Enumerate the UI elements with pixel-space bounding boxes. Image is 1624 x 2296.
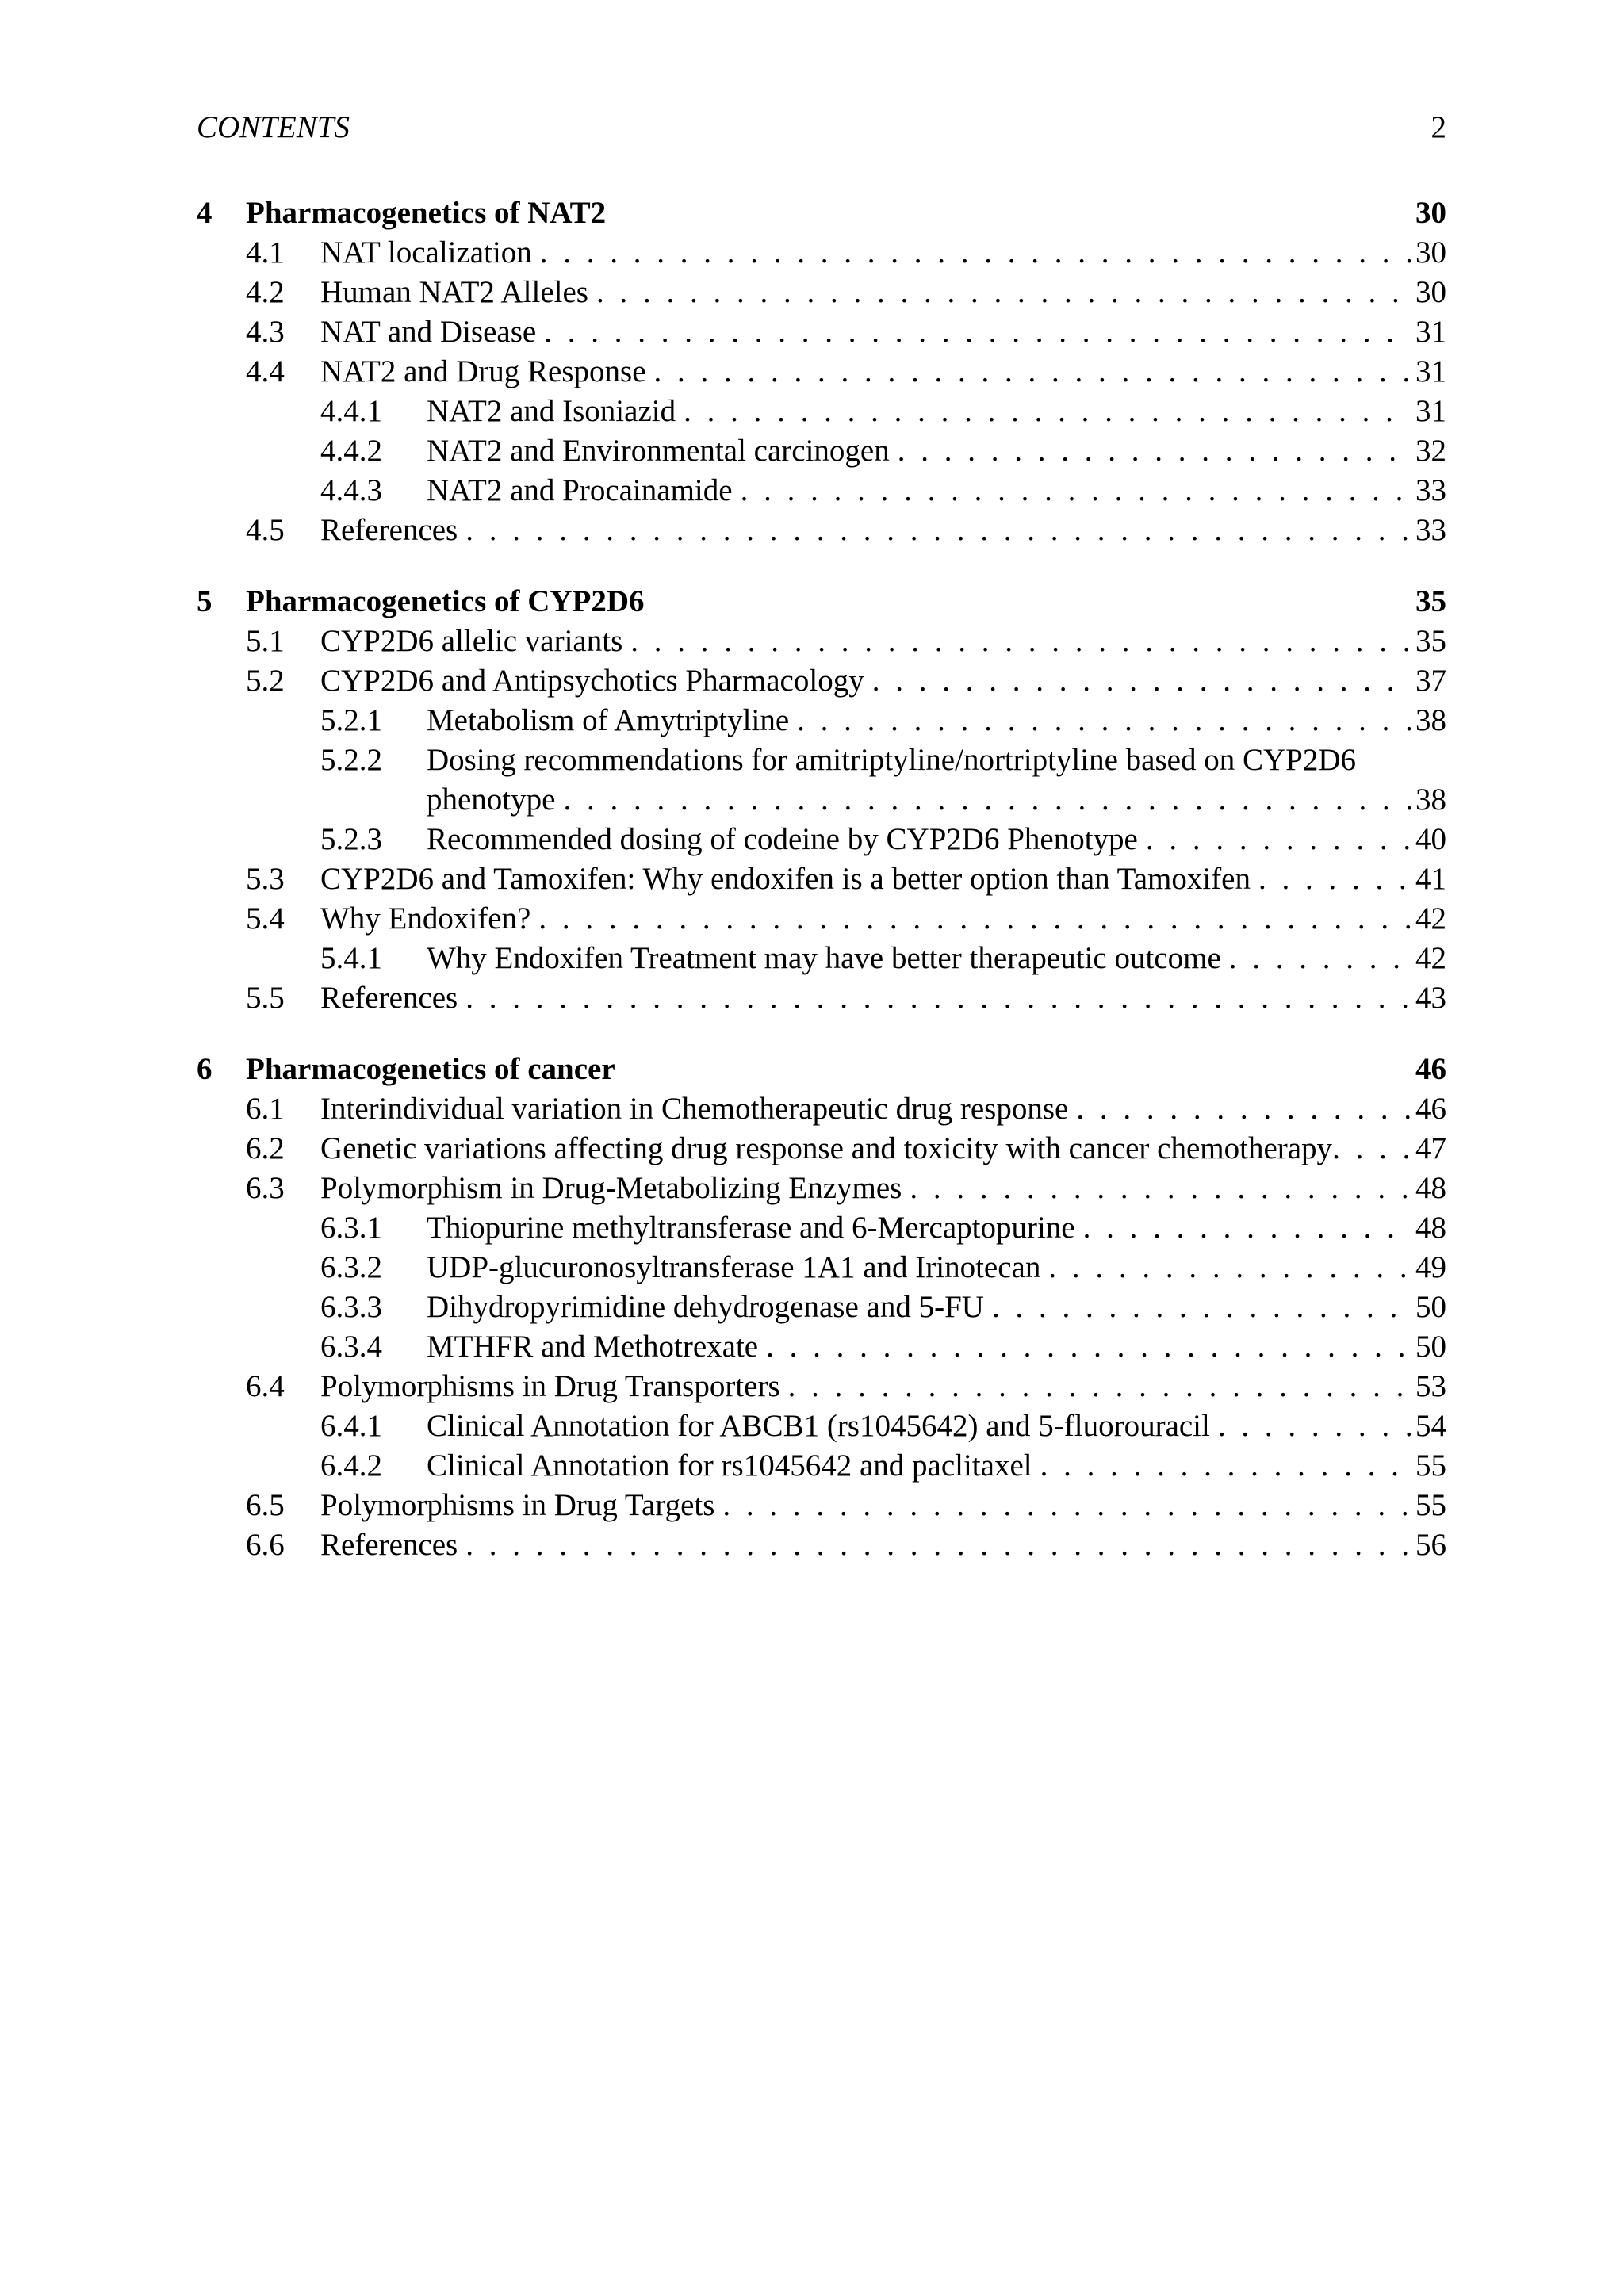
toc-title: Why Endoxifen? bbox=[320, 901, 531, 936]
toc-page: 48 bbox=[1415, 1211, 1446, 1245]
toc-number: 4.4.3 bbox=[320, 473, 382, 507]
toc-page: 35 bbox=[1415, 584, 1446, 618]
toc-section-6-4[interactable] bbox=[197, 1367, 1446, 1406]
toc-subsection-6-3-2[interactable] bbox=[197, 1248, 1446, 1288]
toc-number: 4 bbox=[197, 196, 213, 230]
toc-number: 6 bbox=[197, 1052, 213, 1086]
toc-page: 37 bbox=[1415, 664, 1446, 698]
toc-title: Thiopurine methyltransferase and 6-Mercaptopurine bbox=[427, 1211, 1075, 1245]
toc-title: Why Endoxifen Treatment may have better therapeutic outcome bbox=[427, 941, 1221, 975]
toc-number: 6.3.2 bbox=[320, 1250, 382, 1284]
toc-page: 50 bbox=[1415, 1330, 1446, 1364]
toc-page: 42 bbox=[1415, 941, 1446, 975]
toc-number: 6.4.2 bbox=[320, 1448, 382, 1483]
toc-page: 55 bbox=[1415, 1488, 1446, 1522]
toc-subsection-5-2-3[interactable] bbox=[197, 820, 1446, 859]
toc-number: 5.3 bbox=[246, 862, 285, 896]
toc-page: 47 bbox=[1415, 1131, 1446, 1165]
toc-section-4-3[interactable] bbox=[197, 312, 1446, 352]
toc-subsection-6-3-4[interactable] bbox=[197, 1327, 1446, 1367]
dot-leader bbox=[588, 273, 1411, 312]
dot-leader bbox=[1032, 1446, 1411, 1486]
toc-title: Dihydropyrimidine dehydrogenase and 5-FU bbox=[427, 1290, 984, 1324]
toc-title: Pharmacogenetics of NAT2 bbox=[246, 196, 607, 230]
toc-number: 6.2 bbox=[246, 1131, 285, 1165]
table-of-contents bbox=[197, 193, 1446, 1565]
toc-page: 48 bbox=[1415, 1171, 1446, 1205]
toc-section-4-5[interactable] bbox=[197, 511, 1446, 550]
toc-title: NAT2 and Isoniazid bbox=[427, 394, 676, 428]
toc-title: UDP-glucuronosyltransferase 1A1 and Irinotecan bbox=[427, 1250, 1041, 1284]
toc-title: NAT and Disease bbox=[320, 315, 537, 349]
toc-subsection-6-4-2[interactable] bbox=[197, 1446, 1446, 1486]
toc-title: Recommended dosing of codeine by CYP2D6 Phenotype bbox=[427, 822, 1138, 856]
toc-title: NAT2 and Environmental carcinogen bbox=[427, 434, 890, 468]
toc-page: 30 bbox=[1415, 275, 1446, 309]
toc-page: 43 bbox=[1415, 981, 1446, 1015]
dot-leader bbox=[1138, 820, 1411, 859]
dot-leader bbox=[1251, 859, 1411, 899]
toc-page: 49 bbox=[1415, 1250, 1446, 1284]
dot-leader bbox=[458, 1525, 1411, 1565]
toc-title: Pharmacogenetics of cancer bbox=[246, 1052, 615, 1086]
toc-title: NAT2 and Drug Response bbox=[320, 354, 646, 388]
toc-page: 54 bbox=[1415, 1409, 1446, 1443]
toc-subsection-5-2-2-continued[interactable] bbox=[197, 780, 1446, 820]
toc-number: 5.4 bbox=[246, 901, 285, 936]
dot-leader bbox=[555, 780, 1411, 820]
toc-title-line-1: Dosing recommendations for amitriptyline/nortriptyline based on CYP2D6 bbox=[427, 743, 1356, 777]
toc-page: 30 bbox=[1415, 235, 1446, 270]
toc-page: 42 bbox=[1415, 901, 1446, 936]
toc-number: 6.3 bbox=[246, 1171, 285, 1205]
toc-page: 31 bbox=[1415, 354, 1446, 388]
toc-title-line-2: phenotype bbox=[427, 783, 556, 817]
toc-page: 41 bbox=[1415, 862, 1446, 896]
toc-subsection-4-4-2[interactable] bbox=[197, 431, 1446, 471]
toc-page: 38 bbox=[1415, 703, 1446, 737]
dot-leader bbox=[758, 1327, 1411, 1367]
toc-subsection-4-4-3[interactable] bbox=[197, 471, 1446, 511]
toc-number: 6.3.3 bbox=[320, 1290, 382, 1324]
toc-number: 5.2.3 bbox=[320, 822, 382, 856]
toc-number: 4.4.2 bbox=[320, 434, 382, 468]
toc-title: Clinical Annotation for rs1045642 and paclitaxel bbox=[427, 1448, 1032, 1483]
toc-chapter-4[interactable] bbox=[197, 193, 1446, 233]
toc-title: References bbox=[320, 981, 458, 1015]
running-title: CONTENTS bbox=[197, 110, 350, 144]
toc-title: Polymorphisms in Drug Transporters bbox=[320, 1369, 780, 1403]
toc-section-5-1[interactable] bbox=[197, 622, 1446, 661]
toc-title: References bbox=[320, 513, 458, 547]
dot-leader bbox=[780, 1367, 1411, 1406]
toc-title: Metabolism of Amytriptyline bbox=[427, 703, 790, 737]
dot-leader bbox=[1040, 1248, 1411, 1288]
toc-number: 4.4 bbox=[246, 354, 285, 388]
toc-number: 5 bbox=[197, 584, 213, 618]
dot-leader bbox=[676, 392, 1411, 431]
toc-number: 6.5 bbox=[246, 1488, 285, 1522]
toc-section-5-3[interactable] bbox=[197, 859, 1446, 899]
toc-number: 4.5 bbox=[246, 513, 285, 547]
toc-section-5-4[interactable] bbox=[197, 899, 1446, 939]
toc-page: 40 bbox=[1415, 822, 1446, 856]
dot-leader bbox=[984, 1288, 1411, 1327]
dot-leader bbox=[1221, 939, 1411, 978]
toc-title: CYP2D6 and Antipsychotics Pharmacology bbox=[320, 664, 864, 698]
toc-page: 53 bbox=[1415, 1369, 1446, 1403]
header-page-number: 2 bbox=[1431, 110, 1446, 144]
toc-section-4-1[interactable] bbox=[197, 233, 1446, 273]
dot-leader bbox=[1075, 1208, 1411, 1248]
toc-number: 6.4 bbox=[246, 1369, 285, 1403]
toc-title: Genetic variations affecting drug response and toxicity with cancer chemotherapy bbox=[320, 1131, 1333, 1165]
toc-subsection-5-2-2[interactable] bbox=[197, 740, 1446, 780]
toc-chapter-5[interactable] bbox=[197, 582, 1446, 622]
toc-page: 33 bbox=[1415, 513, 1446, 547]
toc-number: 6.3.1 bbox=[320, 1211, 382, 1245]
dot-leader bbox=[458, 511, 1411, 550]
toc-subsection-6-3-1[interactable] bbox=[197, 1208, 1446, 1248]
toc-number: 6.6 bbox=[246, 1528, 285, 1562]
toc-page: 55 bbox=[1415, 1448, 1446, 1483]
toc-number: 4.2 bbox=[246, 275, 285, 309]
dot-leader bbox=[458, 978, 1411, 1018]
toc-page: 46 bbox=[1415, 1092, 1446, 1126]
toc-number: 5.4.1 bbox=[320, 941, 382, 975]
toc-number: 6.3.4 bbox=[320, 1330, 382, 1364]
toc-number: 5.2 bbox=[246, 664, 285, 698]
toc-title: Interindividual variation in Chemotherapeutic drug response bbox=[320, 1092, 1069, 1126]
toc-section-6-3[interactable] bbox=[197, 1169, 1446, 1208]
toc-page: 35 bbox=[1415, 624, 1446, 658]
toc-section-4-4[interactable] bbox=[197, 352, 1446, 392]
toc-title: Human NAT2 Alleles bbox=[320, 275, 588, 309]
toc-title: CYP2D6 allelic variants bbox=[320, 624, 623, 658]
toc-section-4-2[interactable] bbox=[197, 273, 1446, 312]
toc-title: Pharmacogenetics of CYP2D6 bbox=[246, 584, 645, 618]
dot-leader bbox=[1210, 1406, 1411, 1446]
dot-leader bbox=[536, 312, 1411, 352]
toc-title: Clinical Annotation for ABCB1 (rs1045642) and 5-fluorouracil bbox=[427, 1409, 1210, 1443]
toc-title: References bbox=[320, 1528, 458, 1562]
toc-page: 50 bbox=[1415, 1290, 1446, 1324]
toc-number: 6.1 bbox=[246, 1092, 285, 1126]
toc-page: 31 bbox=[1415, 315, 1446, 349]
dot-leader bbox=[733, 471, 1411, 511]
dot-leader bbox=[864, 661, 1411, 701]
toc-number: 5.2.2 bbox=[320, 743, 382, 777]
toc-page: 30 bbox=[1415, 196, 1446, 230]
page-header bbox=[197, 109, 1446, 147]
dot-leader bbox=[1068, 1089, 1411, 1129]
toc-section-6-5[interactable] bbox=[197, 1486, 1446, 1525]
toc-number: 5.5 bbox=[246, 981, 285, 1015]
toc-subsection-6-3-3[interactable] bbox=[197, 1288, 1446, 1327]
toc-section-5-2[interactable] bbox=[197, 661, 1446, 701]
toc-page: 56 bbox=[1415, 1528, 1446, 1562]
toc-page: 46 bbox=[1415, 1052, 1446, 1086]
toc-title: MTHFR and Methotrexate bbox=[427, 1330, 759, 1364]
toc-chapter-6[interactable] bbox=[197, 1050, 1446, 1089]
toc-page: 31 bbox=[1415, 394, 1446, 428]
toc-subsection-5-4-1[interactable] bbox=[197, 939, 1446, 978]
toc-number: 5.2.1 bbox=[320, 703, 382, 737]
toc-section-6-1[interactable] bbox=[197, 1089, 1446, 1129]
dot-leader bbox=[789, 701, 1411, 740]
toc-title: CYP2D6 and Tamoxifen: Why endoxifen is a better option than Tamoxifen bbox=[320, 862, 1251, 896]
toc-subsection-5-2-1[interactable] bbox=[197, 701, 1446, 740]
dot-leader bbox=[902, 1169, 1411, 1208]
toc-number: 4.4.1 bbox=[320, 394, 382, 428]
dot-leader bbox=[530, 899, 1411, 939]
toc-page: 33 bbox=[1415, 473, 1446, 507]
dot-leader bbox=[532, 233, 1411, 273]
toc-number: 6.4.1 bbox=[320, 1409, 382, 1443]
toc-subsection-6-4-1[interactable] bbox=[197, 1406, 1446, 1446]
toc-page: 38 bbox=[1415, 783, 1446, 817]
toc-number: 4.3 bbox=[246, 315, 285, 349]
toc-title: Polymorphism in Drug-Metabolizing Enzymes bbox=[320, 1171, 902, 1205]
toc-title: Polymorphisms in Drug Targets bbox=[320, 1488, 715, 1522]
toc-section-5-5[interactable] bbox=[197, 978, 1446, 1018]
dot-leader bbox=[714, 1486, 1411, 1525]
toc-number: 5.1 bbox=[246, 624, 285, 658]
toc-subsection-4-4-1[interactable] bbox=[197, 392, 1446, 431]
dot-leader bbox=[622, 622, 1411, 661]
toc-title: NAT2 and Procainamide bbox=[427, 473, 733, 507]
toc-section-6-6[interactable] bbox=[197, 1525, 1446, 1565]
toc-page: 32 bbox=[1415, 434, 1446, 468]
toc-title: NAT localization bbox=[320, 235, 532, 270]
toc-number: 4.1 bbox=[246, 235, 285, 270]
toc-section-6-2[interactable] bbox=[197, 1129, 1446, 1169]
dot-leader bbox=[890, 431, 1411, 471]
dot-leader bbox=[646, 352, 1411, 392]
